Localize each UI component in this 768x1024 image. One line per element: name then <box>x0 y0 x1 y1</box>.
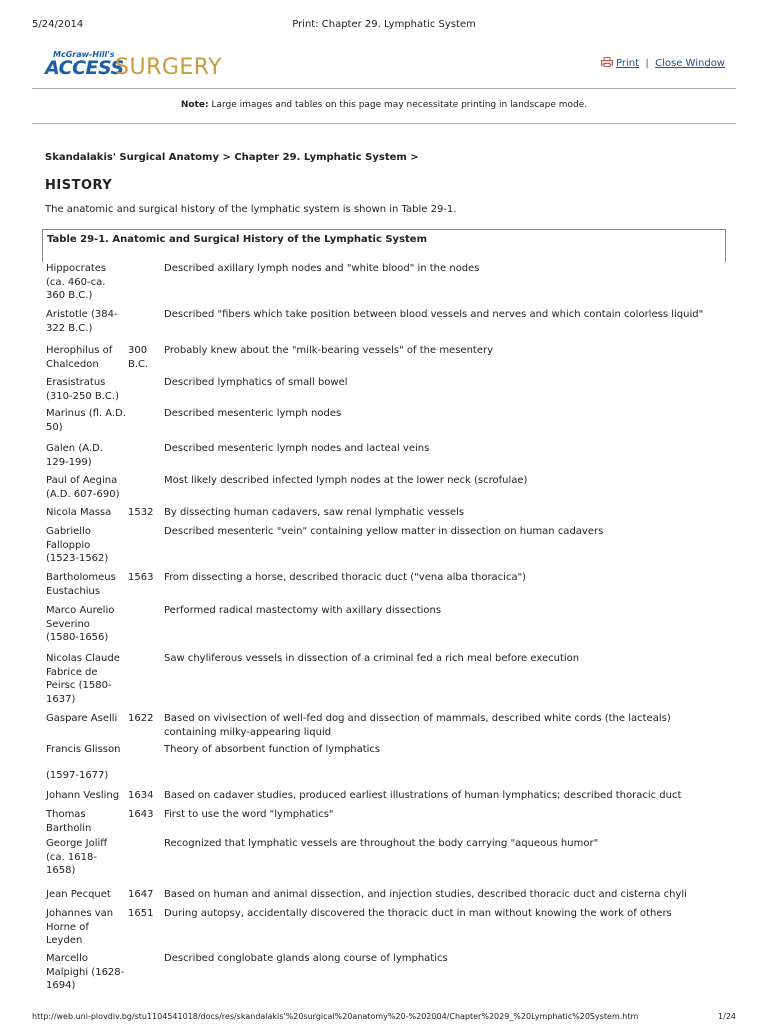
breadcrumb[interactable]: Skandalakis' Surgical Anatomy > Chapter 29. Lymphatic System > <box>45 152 419 163</box>
row-name: Bartholomeus Eustachius <box>46 572 116 597</box>
row-name: Nicola Massa <box>46 507 112 518</box>
row-description: Based on vivisection of well-fed dog and dissection of mammals, described white cords (the lacteals) containing milky-appearing liquid <box>164 713 671 738</box>
row-name: Marcello Malpighi (1628-1694) <box>46 953 125 991</box>
row-description: Described conglobate glands along course of lymphatics <box>164 953 448 964</box>
row-name: Johannes van Horne of Leyden <box>46 908 114 946</box>
row-description: Recognized that lymphatic vessels are throughout the body carrying "aqueous humor" <box>164 838 599 849</box>
row-description: During autopsy, accidentally discovered the thoracic duct in man without knowing the work of others <box>164 908 672 919</box>
print-date: 5/24/2014 <box>32 19 84 30</box>
row-name: Herophilus of Chalcedon <box>46 345 113 370</box>
row-year: 1634 <box>128 790 154 801</box>
table-caption: Table 29-1. Anatomic and Surgical History of the Lymphatic System <box>47 234 428 245</box>
row-name: George Joliff (ca. 1618-1658) <box>46 838 108 876</box>
row-name: Aristotle (384-322 B.C.) <box>46 309 118 334</box>
row-description: By dissecting human cadavers, saw renal lymphatic vessels <box>164 507 465 518</box>
row-description: Performed radical mastectomy with axillary dissections <box>164 605 442 616</box>
row-name: Gabriello Falloppio (1523-1562) <box>46 526 109 564</box>
row-description: Described lymphatics of small bowel <box>164 377 348 388</box>
row-name: Hippocrates (ca. 460-ca. 360 B.C.) <box>46 263 107 301</box>
top-links <box>601 57 725 69</box>
row-description: From dissecting a horse, described thoracic duct ("vena alba thoracica") <box>164 572 527 583</box>
intro-paragraph: The anatomic and surgical history of the lymphatic system is shown in Table 29-1. <box>45 204 457 215</box>
row-year: 300 B.C. <box>128 345 149 370</box>
row-name: Galen (A.D. 129-199) <box>46 443 103 468</box>
row-name: Johann Vesling <box>46 790 120 801</box>
close-window-link[interactable]: Close Window <box>655 58 725 69</box>
row-description: Probably knew about the "milk-bearing vessels" of the mesentery <box>164 345 494 356</box>
row-year: 1563 <box>128 572 154 583</box>
row-description: Described mesenteric lymph nodes and lacteal veins <box>164 443 430 454</box>
row-description: Saw chyliferous vessels in dissection of a criminal fed a rich meal before execution <box>164 653 580 664</box>
row-name: Nicolas Claude Fabrice de Peirsc (1580-1637) <box>46 653 120 705</box>
row-description: First to use the word "lymphatics" <box>164 809 334 820</box>
row-name: Francis Glisson <box>46 744 121 755</box>
logo-access: ACCESS <box>45 57 124 79</box>
row-year: 1647 <box>128 889 154 900</box>
row-description: Based on human and animal dissection, and injection studies, described thoracic duct and cisterna chyli <box>164 889 687 900</box>
row-name: Thomas Bartholin <box>46 809 92 834</box>
row-name: Paul of Aegina (A.D. 607-690) <box>46 475 120 500</box>
row-name: Marinus (fl. A.D. 50) <box>46 408 126 433</box>
divider <box>32 88 736 89</box>
divider <box>32 123 736 124</box>
row-year: 1622 <box>128 713 154 724</box>
row-name: Erasistratus (310-250 B.C.) <box>46 377 119 402</box>
row-name: Gaspare Aselli <box>46 713 118 724</box>
row-description: Described mesenteric "vein" containing yellow matter in dissection on human cadavers <box>164 526 604 537</box>
row-name: Marco Aurelio Severino (1580-1656) <box>46 605 115 643</box>
print-note <box>0 100 768 110</box>
row-description: Described "fibers which take position between blood vessels and nerves and which contain colorless liquid" <box>164 309 704 320</box>
row-description: Described axillary lymph nodes and "white blood" in the nodes <box>164 263 480 274</box>
row-year: 1643 <box>128 809 154 820</box>
page-number: 1/24 <box>718 1012 736 1021</box>
link-separator: | <box>645 58 649 69</box>
row-name: Jean Pecquet <box>46 889 111 900</box>
row-description: Described mesenteric lymph nodes <box>164 408 342 419</box>
note-text: Large images and tables on this page may necessitate printing in landscape mode. <box>208 100 588 110</box>
logo-mcgraw-hill: McGraw-Hill's <box>53 50 115 59</box>
table-caption-box <box>42 229 726 262</box>
print-link[interactable]: Print <box>616 58 640 69</box>
print-title: Print: Chapter 29. Lymphatic System <box>292 19 476 30</box>
section-heading: HISTORY <box>45 178 113 193</box>
page-url: http://web.uni-plovdiv.bg/stu1104541018/docs/res/skandalakis'%20surgical%20anatomy%20-%202004/Chapter%2029_%20Lymphatic%20System.htm <box>32 1012 639 1021</box>
row-description: Most likely described infected lymph nodes at the lower neck (scrofulae) <box>164 475 528 486</box>
row-description: Based on cadaver studies, produced earliest illustrations of human lymphatics; described thoracic duct <box>164 790 682 801</box>
row-description: Theory of absorbent function of lymphatics <box>164 744 381 755</box>
row-name: (1597-1677) <box>46 770 109 781</box>
row-year: 1651 <box>128 908 154 919</box>
note-label: Note: <box>180 100 209 110</box>
printer-icon <box>601 57 613 67</box>
logo-surgery: SURGERY <box>115 55 223 80</box>
row-year: 1532 <box>128 507 154 518</box>
